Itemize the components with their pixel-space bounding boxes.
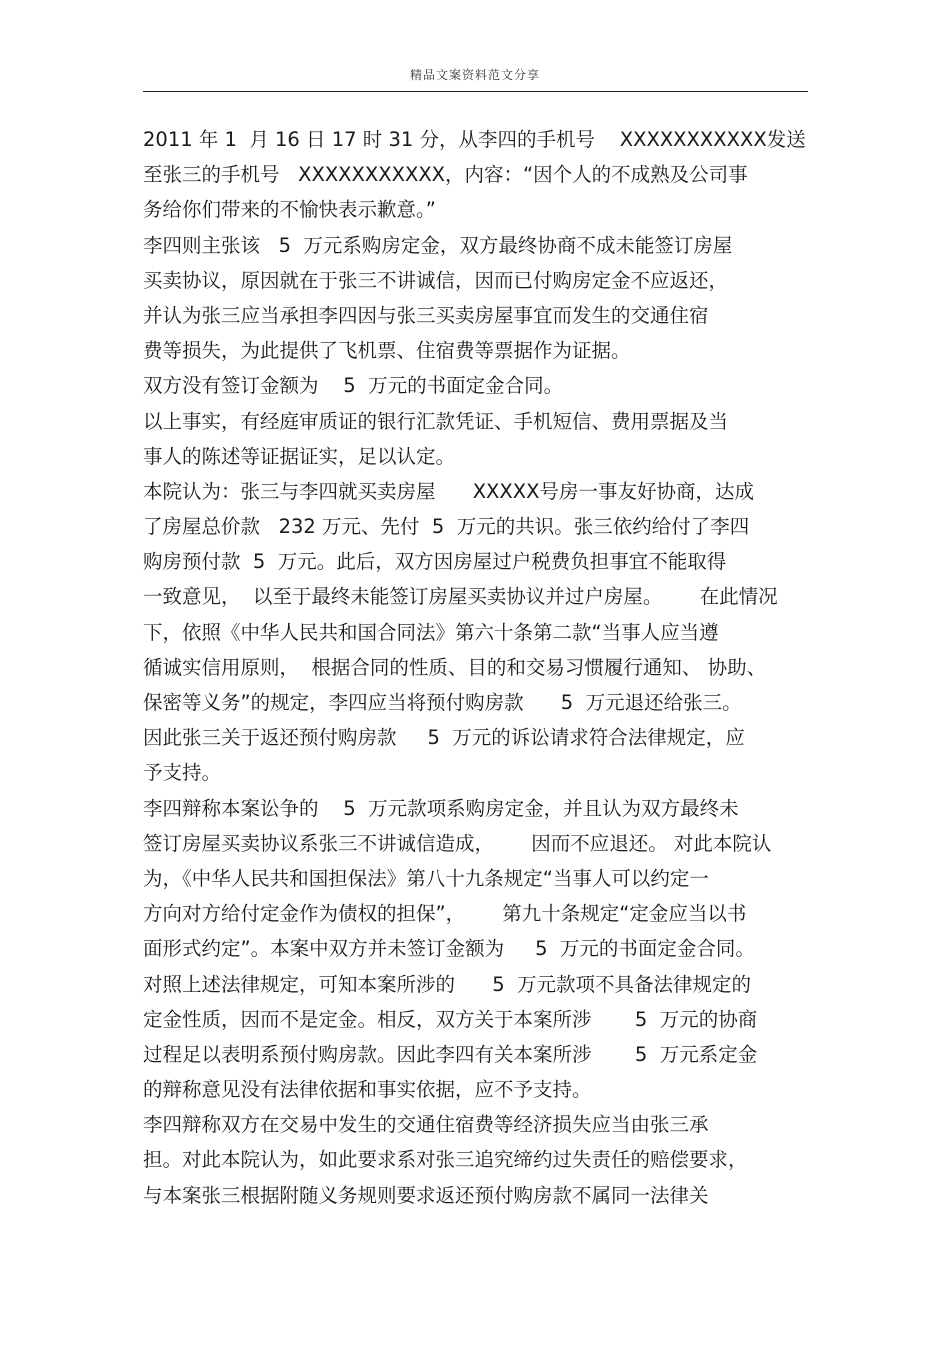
- text-line: 李四则主张该 5 万元系购房定金，双方最终协商不成未能签订房屋: [143, 233, 733, 257]
- text-line: 了房屋总价款 232 万元、先付 5 万元的共识。张三依约给付了李四: [143, 515, 750, 539]
- text-line: 至张三的手机号 XXXXXXXXXXX，内容：“因个人的不成熟及公司事: [143, 163, 748, 187]
- text-line: 并认为张三应当承担李四因与张三买卖房屋事宜而发生的交通住宿: [143, 303, 709, 327]
- page-header-title: 精品文案资料范文分享: [409, 68, 540, 82]
- text-line: 2011 年 1 月 16 日 17 时 31 分，从李四的手机号 XXXXXXXXXXX发送: [143, 128, 806, 151]
- text-line: 定金性质，因而不是定金。相反，双方关于本案所涉 5 万元的协商: [143, 1007, 758, 1031]
- text-line: 对照上述法律规定，可知本案所涉的 5 万元款项不具备法律规定的: [143, 972, 751, 996]
- text-line: 为，《中华人民共和国担保法》第八十九条规定“当事人可以约定一: [143, 866, 709, 890]
- text-line: 事人的陈述等证据证实，足以认定。: [143, 444, 456, 468]
- text-line: 以上事实，有经庭审质证的银行汇款凭证、手机短信、费用票据及当: [143, 409, 729, 433]
- header-divider: [143, 91, 808, 92]
- text-line: 李四辩称本案讼争的 5 万元款项系购房定金，并且认为双方最终未: [143, 796, 739, 820]
- text-line: 双方没有签订金额为 5 万元的书面定金合同。: [143, 374, 564, 398]
- text-line: 循诚实信用原则， 根据合同的性质、目的和交易习惯履行通知、 协助、: [143, 655, 767, 679]
- text-line: 下，依照《中华人民共和国合同法》第六十条第二款“当事人应当遵: [143, 620, 719, 644]
- text-line: 本院认为：张三与李四就买卖房屋 XXXXX号房一事友好协商，达成: [143, 479, 754, 503]
- text-line: 方向对方给付定金作为债权的担保”， 第九十条规定“定金应当以书: [143, 902, 747, 926]
- text-line: 予支持。: [143, 761, 222, 785]
- text-line: 李四辩称双方在交易中发生的交通住宿费等经济损失应当由张三承: [143, 1113, 709, 1137]
- text-line: 的辩称意见没有法律依据和事实依据，应不予支持。: [143, 1078, 592, 1102]
- text-line: 购房预付款 5 万元。此后，双方因房屋过户税费负担事宜不能取得: [143, 550, 727, 574]
- document-body: [143, 122, 808, 1213]
- text-line: 费等损失，为此提供了飞机票、住宿费等票据作为证据。: [143, 339, 631, 363]
- text-line: 与本案张三根据附随义务规则要求返还预付购房款不属同一法律关: [143, 1183, 709, 1207]
- text-line: 过程足以表明系预付购房款。因此李四有关本案所涉 5 万元系定金: [143, 1042, 758, 1066]
- text-line: 保密等义务”的规定，李四应当将预付购房款 5 万元退还给张三。: [143, 691, 742, 714]
- text-line: 面形式约定”。本案中双方并未签订金额为 5 万元的书面定金合同。: [143, 937, 755, 961]
- text-line: 签订房屋买卖协议系张三不讲诚信造成， 因而不应退还。 对此本院认: [143, 831, 772, 855]
- text-line: 一致意见， 以至于最终未能签订房屋买卖协议并过户房屋。 在此情况: [143, 585, 778, 609]
- text-line: 务给你们带来的不愉快表示歉意。”: [143, 198, 436, 222]
- text-line: 因此张三关于返还预付购房款 5 万元的诉讼请求符合法律规定，应: [143, 726, 745, 750]
- text-line: 买卖协议，原因就在于张三不讲诚信，因而已付购房定金不应返还，: [143, 268, 729, 292]
- text-line: 担。对此本院认为，如此要求系对张三追究缔约过失责任的赔偿要求，: [143, 1148, 748, 1172]
